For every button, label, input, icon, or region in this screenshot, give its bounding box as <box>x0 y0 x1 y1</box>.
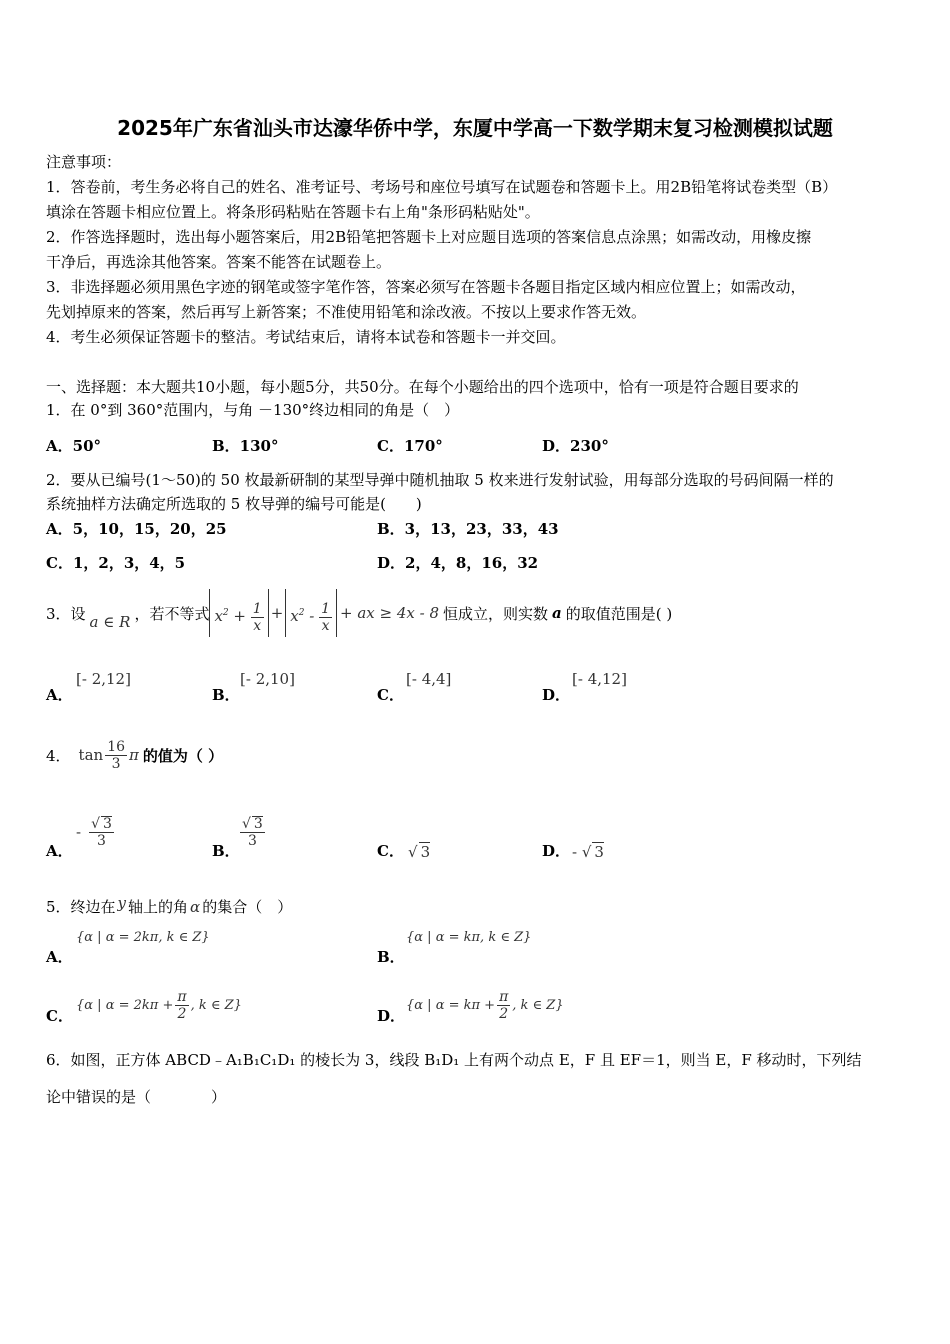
notice-line: 1．答卷前，考生务必将自己的姓名、准考证号、考场号和座位号填写在试题卷和答题卡上。用2B铅笔将试卷类型（B） <box>46 178 838 196</box>
q3-option-c-value: [- 4,4] <box>406 670 452 688</box>
q5-option-b-value: {α | α = kπ, k ∈ Z} <box>406 930 532 945</box>
q2-option-b: B．3，13，23，33，43 <box>377 520 559 538</box>
q1-option-c: C．170° <box>377 437 443 455</box>
q3-condition: a ∈ R <box>89 613 131 631</box>
question-5-stem: 5．终边在 y 轴上的角 α 的集合（ ） <box>46 894 293 916</box>
q5-option-a-label: A． <box>46 948 73 966</box>
q5-option-a-value: {α | α = 2kπ, k ∈ Z} <box>76 930 210 945</box>
q2-option-c: C．1，2，3，4，5 <box>46 554 186 572</box>
q1-option-b: B．130° <box>212 437 279 455</box>
q1-option-d: D．230° <box>542 437 609 455</box>
notice-line: 干净后，再选涂其他答案。答案不能答在试题卷上。 <box>46 253 392 271</box>
q4-option-c-value: √ 3 <box>408 843 431 861</box>
q4-suffix: 的值为（ ） <box>142 746 224 765</box>
notice-line: 2．作答选择题时，选出每小题答案后，用2B铅笔把答题卡上对应题目选项的答案信息点涂黑；如需改动，用橡皮擦 <box>46 228 812 246</box>
q4-option-c-label: C． <box>377 842 404 860</box>
q2-option-a: A．5，10，15，20，25 <box>46 520 227 538</box>
q4-tan: tan <box>78 746 104 764</box>
notice-line: 3．非选择题必须用黑色字迹的钢笔或签字笔作答，答案必须写在答题卡各题目指定区域内相应位置上；如需改动， <box>46 278 806 296</box>
q3-option-a-label: A． <box>46 686 73 704</box>
page-title: 2025年广东省汕头市达濠华侨中学，东厦中学高一下数学期末复习检测模拟试题 <box>117 116 833 140</box>
question-1-stem: 1．在 0°到 360°范围内，与角 －130°终边相同的角是（ ） <box>46 401 460 419</box>
q1-option-a: A．50° <box>46 437 102 455</box>
q5-option-d-value: {α | α = kπ + $\frac{\pi}{2}$ , k ∈ Z} <box>406 989 564 1022</box>
question-4-stem <box>46 732 223 778</box>
q4-option-a-value: - $\frac{√ 3}{3}$ <box>76 816 112 849</box>
q3-option-d-label: D． <box>542 686 571 704</box>
notice-line: 填涂在答题卡相应位置上。将条形码粘贴在答题卡右上角"条形码粘贴处"。 <box>46 203 540 221</box>
q4-option-d-label: D． <box>542 842 571 860</box>
question-2-stem-cont: 系统抽样方法确定所选取的 5 枚导弹的编号可能是( ) <box>46 495 422 513</box>
q3-suffix: 恒成立，则实数 <box>443 604 549 623</box>
q4-option-a-label: A． <box>46 842 73 860</box>
q3-option-b-label: B． <box>212 686 240 704</box>
q5-option-b-label: B． <box>377 948 405 966</box>
q3-option-c-label: C． <box>377 686 404 704</box>
question-3-stem <box>46 586 672 640</box>
q4-prefix: 4． <box>46 746 71 765</box>
q4-option-d-value: - √ 3 <box>572 843 604 861</box>
question-6-stem: 6．如图，正方体 ABCD﹣A₁B₁C₁D₁ 的棱长为 3，线段 B₁D₁ 上有两个动点 E，F 且 EF＝1，则当 E，F 移动时，下列结 <box>46 1051 862 1069</box>
q5-option-d-label: D． <box>377 1007 406 1025</box>
notice-line: 先划掉原来的答案，然后再写上新答案；不准使用铅笔和涂改液。不按以上要求作答无效。 <box>46 303 647 321</box>
question-2-stem: 2．要从已编号(1～50)的 50 枚最新研制的某型导弹中随机抽取 5 枚来进行发射试验，用每部分选取的号码间隔一样的 <box>46 471 834 489</box>
question-6-stem-cont: 论中错误的是（ ） <box>46 1088 227 1106</box>
q4-option-b-label: B． <box>212 842 240 860</box>
q4-option-b-value: $\frac{√ 3}{3}$ <box>242 816 263 849</box>
q3-option-b-value: [- 2,10] <box>240 670 295 688</box>
q3-ineq-tail: + ax ≥ 4x - 8 <box>340 604 439 622</box>
q4-fraction: $\frac{16}{3}$ <box>107 738 126 772</box>
q3-mid: ，若不等式 <box>134 604 210 623</box>
q5-option-c-value: {α | α = 2kπ + $\frac{\pi}{2}$ , k ∈ Z} <box>76 989 242 1022</box>
q3-prefix: 3．设 <box>46 604 86 623</box>
q3-end: 的取值范围是( ) <box>565 604 673 623</box>
notice-line: 4．考生必须保证答题卡的整洁。考试结束后，请将本试卷和答题卡一并交回。 <box>46 328 566 346</box>
q3-var: a <box>552 604 562 622</box>
q5-option-c-label: C． <box>46 1007 73 1025</box>
q3-option-a-value: [- 2,12] <box>76 670 131 688</box>
section-heading: 一、选择题：本大题共10小题，每小题5分，共50分。在每个小题给出的四个选项中，恰有一项是符合题目要求的 <box>46 378 799 396</box>
notice-heading: 注意事项： <box>46 153 122 171</box>
q2-option-d: D．2，4，8，16，32 <box>377 554 539 572</box>
q4-pi: π <box>129 746 139 764</box>
q3-inequality: $x^2$ + $\frac{1}{x}$ + $x^2$ - $\frac{1}{x}$ + ax ≥ 4x - 8 <box>209 589 439 637</box>
q3-option-d-value: [- 4,12] <box>572 670 627 688</box>
